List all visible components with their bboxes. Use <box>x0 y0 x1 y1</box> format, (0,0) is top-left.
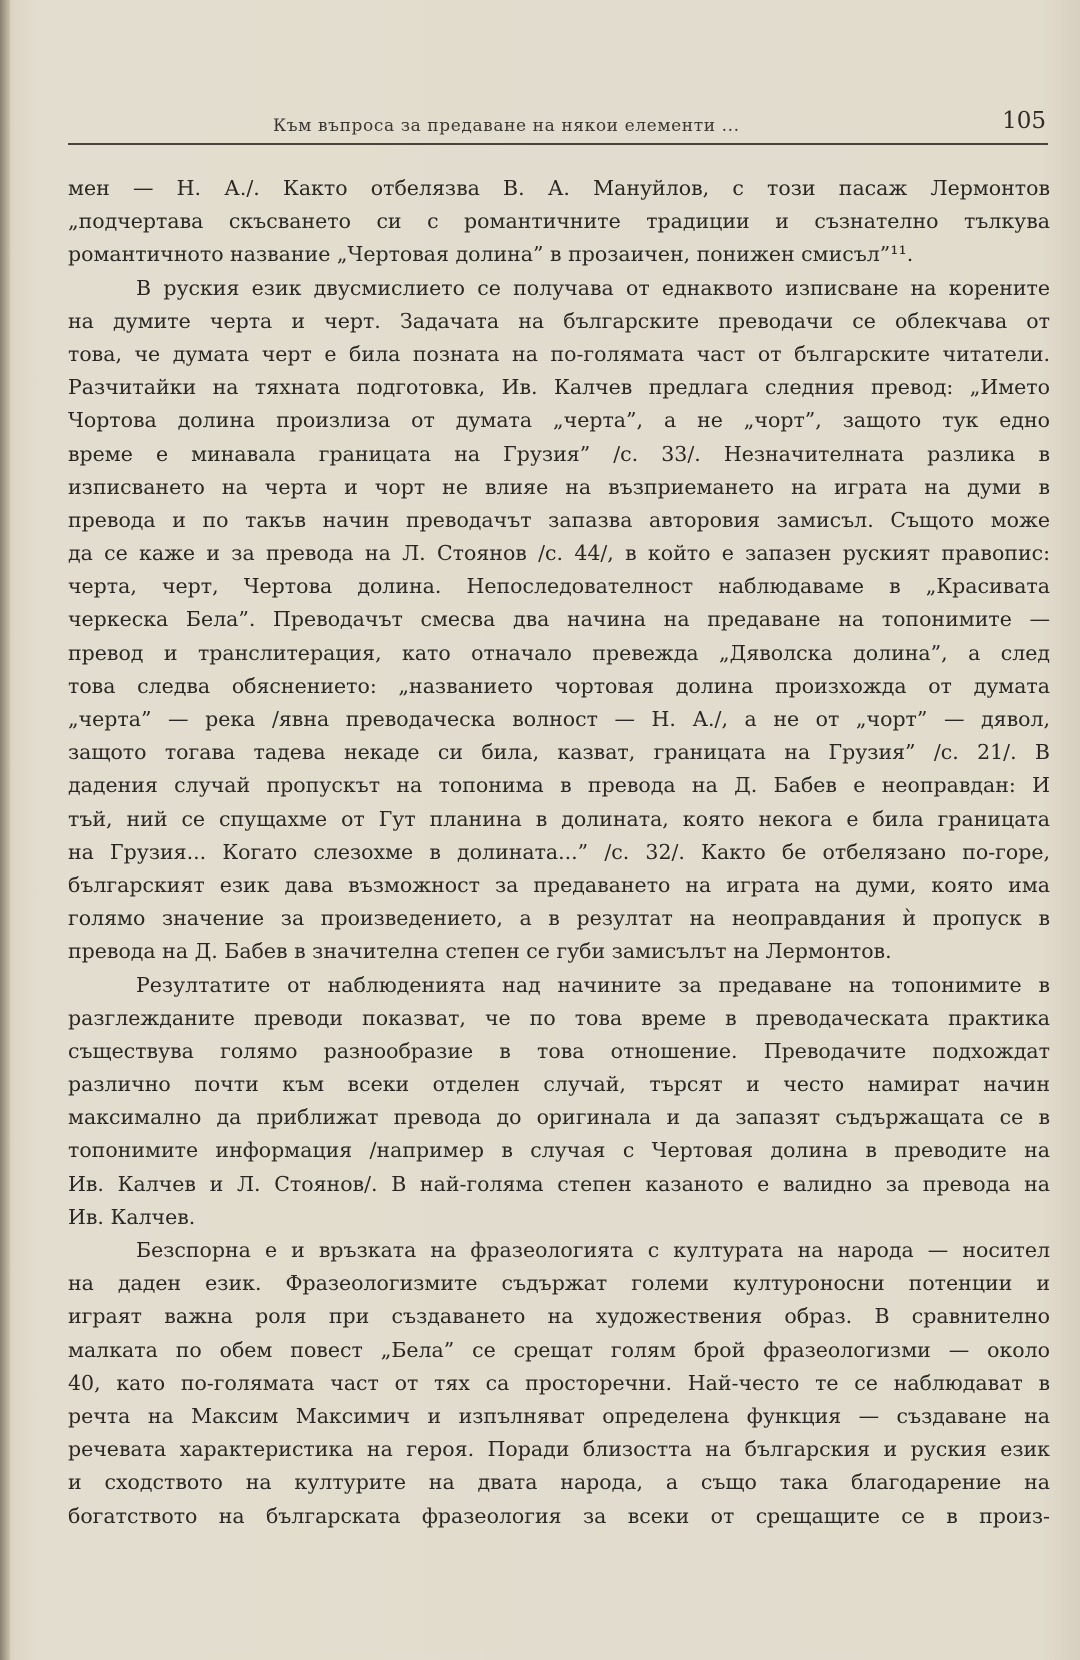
text-line: различно почти към всеки отделен случай, търсят и често намират начин <box>68 1072 1050 1097</box>
text-line: Разчитайки на тяхната подготовка, Ив. Калчев предлага следния превод: „Името <box>68 375 1050 400</box>
text-line: тъй, ний се спущахме от Гут планина в долината, която некога е била границата <box>68 806 1050 831</box>
running-head: Към въпроса за предаване на някои елементи ... <box>273 116 740 136</box>
text-line: играят важна роля при създаването на художествения образ. В сравнително <box>68 1304 1050 1329</box>
text-line: защото тогава тадева некаде си била, казват, границата на Грузия” /с. 21/. В <box>68 740 1050 765</box>
text-line: време е минавала границата на Грузия” /с. 33/. Незначителната разлика в <box>68 441 1050 466</box>
text-line: речта на Максим Максимич и изпълняват определена функция — създаване на <box>68 1403 1050 1428</box>
text-line: максимално да приближат превода до оригинала и да запазят съдържащата се в <box>68 1105 1050 1130</box>
text-line: на Грузия... Когато слезохме в долината...” /с. 32/. Както бе отбелязано по-горе, <box>68 839 1050 864</box>
text-line: В руския език двусмислието се получава от еднаквото изписване на корените <box>136 275 1050 300</box>
text-line: съществува голямо разнообразие в това отношение. Преводачите подхождат <box>68 1038 1050 1063</box>
text-line: Безспорна е и връзката на фразеологията с културата на народа — носител <box>136 1238 1050 1262</box>
text-line: черкеска Бела”. Преводачът смесва два начина на предаване на топонимите — <box>68 607 1050 632</box>
text-line: на думите черта и черт. Задачата на българските преводачи се облекчава от <box>68 308 1050 333</box>
text-line: превода на Д. Бабев в значителна степен се губи замисълът на Лермонтов. <box>68 939 892 964</box>
text-line: Ив. Калчев и Л. Стоянов/. В най-голяма степен казаното е валидно за превода на <box>68 1171 1050 1196</box>
text-line: да се каже и за превода на Л. Стоянов /с. 44/, в който е запазен руският правопис: <box>68 541 1050 566</box>
text-line: мен — Н. А./. Както отбелязва В. А. Мануйлов, с този пасаж Лермонтов <box>68 176 1050 200</box>
text-line: Резултатите от наблюденията над начините за предаване на топонимите в <box>136 972 1050 997</box>
text-line: превода и по такъв начин преводачът запазва авторовия замисъл. Същото може <box>68 507 1050 532</box>
text-line: това следва обяснението: „названието чортовая долина произхожда от думата <box>68 673 1050 698</box>
page-number: 105 <box>1002 108 1046 134</box>
text-line: това, че думата черт е била позната на по-голямата част от българските читатели. <box>68 341 1050 366</box>
text-line: топонимите информация /например в случая с Чертовая долина в преводите на <box>68 1138 1050 1163</box>
page-binding-edge <box>0 0 10 1660</box>
text-line: и сходството на културите на двата народа, а също така благодарение на <box>68 1470 1050 1495</box>
text-line: романтичното название „Чертовая долина” в прозаичен, понижен смисъл”¹¹. <box>68 242 914 267</box>
page-header <box>68 106 1048 142</box>
text-line: голямо значение за произведението, а в резултат на неоправдания ѝ пропуск в <box>68 906 1050 931</box>
text-line: Ив. Калчев. <box>68 1204 196 1229</box>
text-line: черта, черт, Чертова долина. Непоследователност наблюдаваме в „Красивата <box>68 574 1050 599</box>
text-line: 40, като по-голямата част от тях са просторечни. Най-често те се наблюдават в <box>68 1370 1050 1395</box>
text-line: превод и транслитерация, като отначало превежда „Дяволска долина”, а след <box>68 640 1050 665</box>
text-line: изписването на черта и чорт не влияе на възприемането на играта на думи в <box>68 474 1050 499</box>
header-rule <box>68 143 1048 145</box>
text-line: дадения случай пропускът на топонима в превода на Д. Бабев е неоправдан: И <box>68 773 1050 798</box>
text-line: малката по обем повест „Бела” се срещат голям брой фразеологизми — около <box>68 1337 1050 1362</box>
text-line: богатството на българската фразеология за всеки от срещащите се в произ- <box>68 1503 1050 1528</box>
text-line: „подчертава скъсването си с романтичните традиции и съзнателно тълкува <box>68 209 1050 234</box>
text-line: разглежданите преводи показват, че по това време в преводаческата практика <box>68 1005 1050 1030</box>
text-line: Чортова долина произлиза от думата „черта”, а не „чорт”, защото тук едно <box>68 408 1050 433</box>
text-line: „черта” — река /явна преводаческа волност — Н. А./, а не от „чорт” — дявол, <box>68 707 1050 731</box>
text-line: българският език дава възможност за предаването на играта на думи, която има <box>68 872 1050 897</box>
body-text <box>68 172 1050 1533</box>
text-line: речевата характеристика на героя. Поради близостта на българския и руския език <box>68 1437 1050 1462</box>
text-line: на даден език. Фразеологизмите съдържат големи културоносни потенции и <box>68 1271 1050 1296</box>
